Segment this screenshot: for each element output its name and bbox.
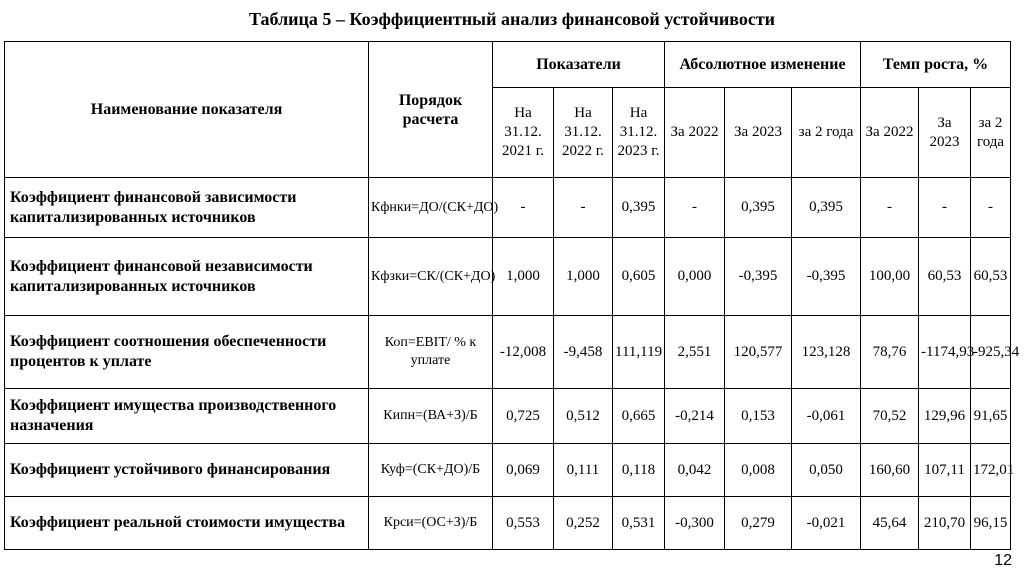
cell: 111,119 <box>613 316 665 389</box>
table-row <box>5 389 1011 444</box>
cell: 45,64 <box>861 497 919 550</box>
financial-stability-table <box>4 41 1020 550</box>
cell: -0,395 <box>725 238 792 316</box>
cell: 0,111 <box>554 444 613 497</box>
subheader: За 2022 <box>861 88 919 178</box>
cell: 210,70 <box>919 497 971 550</box>
subheader: За 2023 <box>919 88 971 178</box>
cell: 0,008 <box>725 444 792 497</box>
table-row <box>5 497 1011 550</box>
cell: -1174,93 <box>919 316 971 389</box>
subheader: За 2023 <box>725 88 792 178</box>
table-row <box>5 316 1011 389</box>
row-name: Коэффициент соотношения обеспеченности процентов к уплате <box>5 316 369 389</box>
cell: 172,01 <box>971 444 1011 497</box>
row-formula: Крси=(ОС+З)/Б <box>369 497 493 550</box>
row-name: Коэффициент имущества производственного назначения <box>5 389 369 444</box>
cell: -925,34 <box>971 316 1011 389</box>
row-formula: Кипн=(ВА+З)/Б <box>369 389 493 444</box>
cell: 0,252 <box>554 497 613 550</box>
row-formula: Куф=(СК+ДО)/Б <box>369 444 493 497</box>
cell: 100,00 <box>861 238 919 316</box>
subheader: На 31.12. 2022 г. <box>554 88 613 178</box>
cell: 0,395 <box>725 178 792 238</box>
cell: 0,042 <box>665 444 725 497</box>
cell: -0,061 <box>792 389 861 444</box>
cell: 91,65 <box>971 389 1011 444</box>
cell: - <box>971 178 1011 238</box>
table-row <box>5 178 1011 238</box>
row-name: Коэффициент реальной стоимости имущества <box>5 497 369 550</box>
header-order: Порядок расчета <box>369 42 493 178</box>
cell: 0,512 <box>554 389 613 444</box>
cell: 107,11 <box>919 444 971 497</box>
cell: 70,52 <box>861 389 919 444</box>
cell: -9,458 <box>554 316 613 389</box>
cell: 96,15 <box>971 497 1011 550</box>
table-row <box>5 238 1011 316</box>
cell: - <box>554 178 613 238</box>
cell: 0,531 <box>613 497 665 550</box>
header-abs-change: Абсолютное изменение <box>665 42 861 88</box>
cell: 0,553 <box>493 497 554 550</box>
page-number: 12 <box>994 552 1012 569</box>
row-name: Коэффициент устойчивого финансирования <box>5 444 369 497</box>
cell: 60,53 <box>971 238 1011 316</box>
cell: -0,395 <box>792 238 861 316</box>
cell: -12,008 <box>493 316 554 389</box>
cell: 129,96 <box>919 389 971 444</box>
cell: 0,279 <box>725 497 792 550</box>
cell: 0,069 <box>493 444 554 497</box>
cell: 160,60 <box>861 444 919 497</box>
cell: 0,665 <box>613 389 665 444</box>
header-growth: Темп роста, % <box>861 42 1011 88</box>
cell: 0,725 <box>493 389 554 444</box>
cell: 78,76 <box>861 316 919 389</box>
cell: 1,000 <box>554 238 613 316</box>
cell: 0,395 <box>613 178 665 238</box>
row-name: Коэффициент финансовой независимости капитализированных источников <box>5 238 369 316</box>
header-indicators: Показатели <box>493 42 665 88</box>
cell: - <box>919 178 971 238</box>
cell: 0,605 <box>613 238 665 316</box>
cell: - <box>861 178 919 238</box>
cell: - <box>493 178 554 238</box>
cell: -0,214 <box>665 389 725 444</box>
cell: 1,000 <box>493 238 554 316</box>
cell: 0,153 <box>725 389 792 444</box>
header-name: Наименование показателя <box>5 42 369 178</box>
cell: 120,577 <box>725 316 792 389</box>
cell: 0,395 <box>792 178 861 238</box>
table-title: Таблица 5 – Коэффициентный анализ финансовой устойчивости <box>248 9 776 29</box>
row-formula: Кфнки=ДО/(СК+ДО) <box>369 178 493 238</box>
cell: - <box>665 178 725 238</box>
row-formula: Кфзки=СК/(СК+ДО) <box>369 238 493 316</box>
subheader: На 31.12. 2021 г. <box>493 88 554 178</box>
cell: 60,53 <box>919 238 971 316</box>
cell: 2,551 <box>665 316 725 389</box>
cell: 123,128 <box>792 316 861 389</box>
row-formula: Коп=EBIT/ % к уплате <box>369 316 493 389</box>
row-name: Коэффициент финансовой зависимости капитализированных источников <box>5 178 369 238</box>
cell: 0,118 <box>613 444 665 497</box>
cell: -0,300 <box>665 497 725 550</box>
subheader: За 2022 <box>665 88 725 178</box>
table-row <box>5 444 1011 497</box>
cell: 0,050 <box>792 444 861 497</box>
subheader: за 2 года <box>971 88 1011 178</box>
cell: -0,021 <box>792 497 861 550</box>
cell: 0,000 <box>665 238 725 316</box>
subheader: На 31.12. 2023 г. <box>613 88 665 178</box>
subheader: за 2 года <box>792 88 861 178</box>
